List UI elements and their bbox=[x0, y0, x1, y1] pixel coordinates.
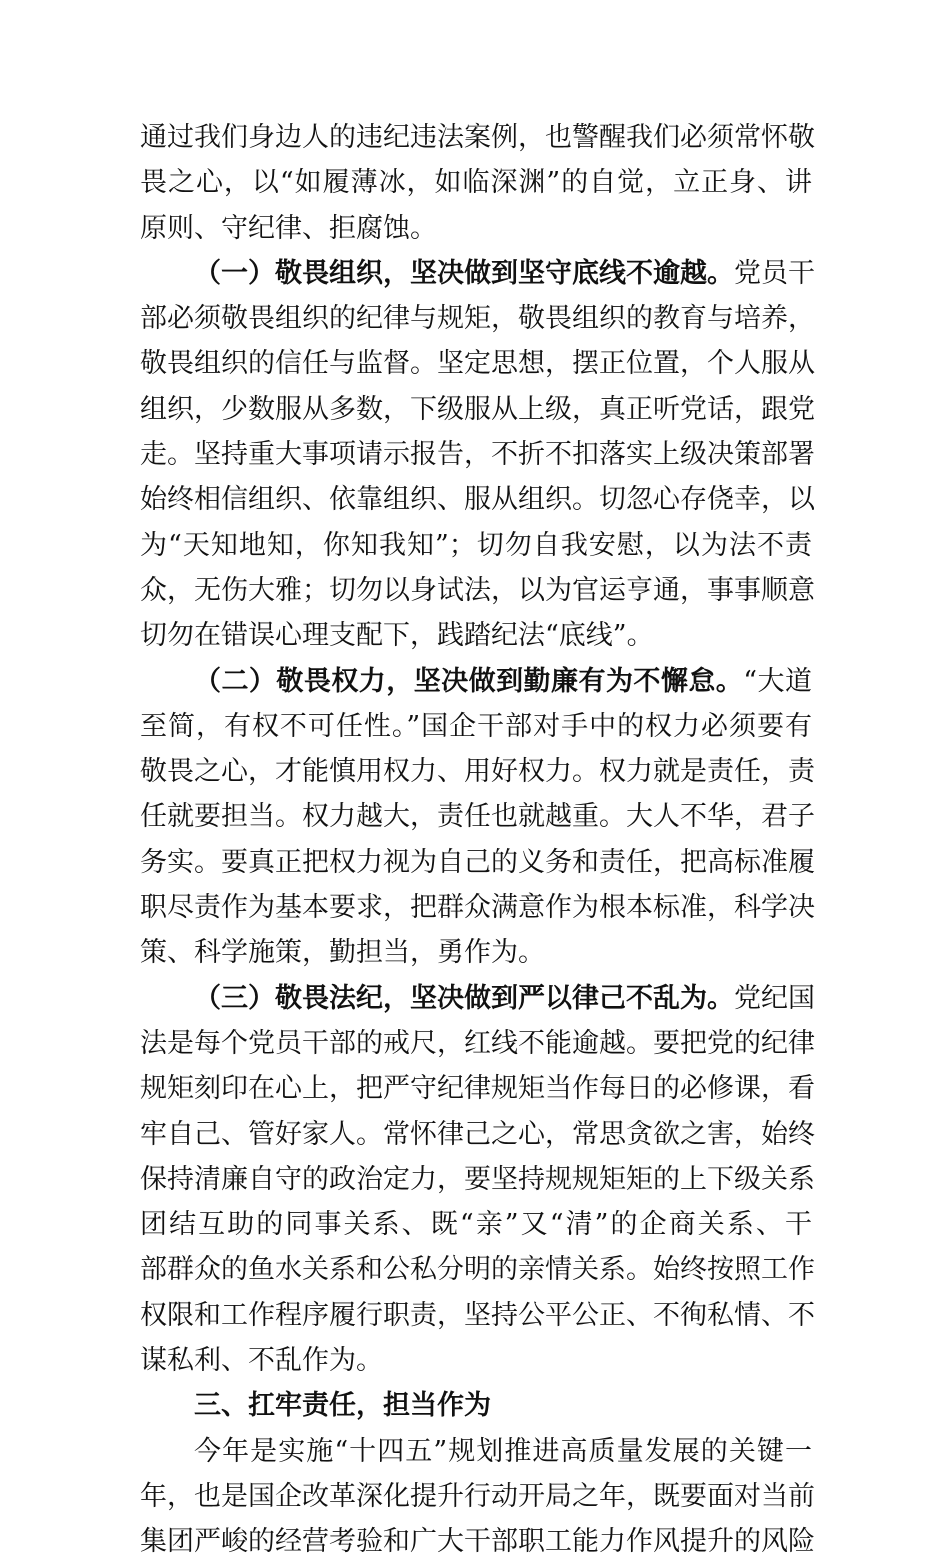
body-text: 今年是实施“十四五”规划推进高质量发展的关键一 bbox=[194, 1435, 812, 1467]
body-text: 党纪国 bbox=[734, 982, 815, 1014]
text-line bbox=[140, 296, 815, 341]
bold-lead-text: 三、扛牢责任，担当作为 bbox=[194, 1390, 491, 1422]
body-text: 为“天知地知，你知我知”；切勿自我安慰，以为法不责 bbox=[140, 529, 812, 561]
document-body bbox=[140, 115, 815, 1565]
body-text: 保持清廉自守的政治定力，要坚持规规矩矩的上下级关系 bbox=[140, 1163, 815, 1195]
text-line bbox=[140, 1021, 815, 1066]
section-heading bbox=[140, 1383, 812, 1428]
body-text: 任就要担当。权力越大，责任也就越重。大人不华，君子 bbox=[140, 801, 815, 833]
body-text: 规矩刻印在心上，把严守纪律规矩当作每日的必修课，看 bbox=[140, 1073, 815, 1105]
text-line bbox=[140, 568, 815, 613]
body-text: 策、科学施策，勤担当，勇作为。 bbox=[140, 937, 545, 969]
body-text: 畏之心，以“如履薄冰，如临深渊”的自觉，立正身、讲 bbox=[140, 167, 812, 199]
body-text: 原则、守纪律、拒腐蚀。 bbox=[140, 212, 437, 244]
text-line bbox=[140, 1519, 815, 1564]
text-line bbox=[140, 1474, 815, 1519]
text-line bbox=[140, 930, 812, 975]
body-text: 集团严峻的经营考验和广大干部职工能力作风提升的风险 bbox=[140, 1526, 815, 1558]
body-text: 牢自己、管好家人。常怀律己之心，常思贪欲之害，始终 bbox=[140, 1118, 815, 1150]
body-text: “大道 bbox=[743, 665, 812, 697]
body-text: 权限和工作程序履行职责，坚持公平公正、不徇私情、不 bbox=[140, 1299, 815, 1331]
text-line bbox=[140, 840, 815, 885]
bold-lead-text: （二）敬畏权力，坚决做到勤廉有为不懈怠。 bbox=[194, 665, 744, 697]
text-line bbox=[140, 115, 815, 160]
body-text: 职尽责作为基本要求，把群众满意作为根本标准，科学决 bbox=[140, 892, 815, 924]
text-line bbox=[140, 1157, 815, 1202]
body-text: 法是每个党员干部的戒尺，红线不能逾越。要把党的纪律 bbox=[140, 1027, 815, 1059]
body-text: 部群众的鱼水关系和公私分明的亲情关系。始终按照工作 bbox=[140, 1254, 815, 1286]
text-line bbox=[140, 1066, 815, 1111]
text-line bbox=[140, 1247, 815, 1292]
text-line bbox=[140, 659, 812, 704]
text-line bbox=[140, 613, 812, 658]
text-line bbox=[140, 1112, 815, 1157]
text-line bbox=[140, 1293, 815, 1338]
body-text: 谋私利、不乱作为。 bbox=[140, 1345, 383, 1377]
body-text: 通过我们身边人的违纪违法案例，也警醒我们必须常怀敬 bbox=[140, 122, 815, 153]
bold-lead-text: （三）敬畏法纪，坚决做到严以律己不乱为。 bbox=[194, 982, 734, 1014]
body-text: 年，也是国企改革深化提升行动开局之年，既要面对当前 bbox=[140, 1480, 815, 1512]
text-line bbox=[140, 432, 815, 477]
body-text: 组织，少数服从多数，下级服从上级，真正听党话，跟党 bbox=[140, 393, 815, 425]
text-line bbox=[140, 477, 815, 522]
text-line bbox=[140, 341, 815, 386]
text-line bbox=[140, 794, 815, 839]
text-line bbox=[140, 206, 812, 251]
body-text: 至简，有权不可任性。”国企干部对手中的权力必须要有 bbox=[140, 710, 812, 742]
body-text: 切勿在错误心理支配下，践踏纪法“底线”。 bbox=[140, 620, 654, 652]
text-line bbox=[140, 976, 815, 1021]
text-line bbox=[140, 1429, 812, 1474]
bold-lead-text: （一）敬畏组织，坚决做到坚守底线不逾越。 bbox=[194, 257, 734, 289]
body-text: 党员干 bbox=[734, 257, 815, 289]
text-line bbox=[140, 1202, 812, 1247]
body-text: 走。坚持重大事项请示报告，不折不扣落实上级决策部署 bbox=[140, 439, 815, 471]
text-line bbox=[140, 1338, 812, 1383]
body-text: 部必须敬畏组织的纪律与规矩，敬畏组织的教育与培养， bbox=[140, 303, 815, 335]
text-line bbox=[140, 160, 812, 205]
text-line bbox=[140, 885, 815, 930]
body-text: 始终相信组织、依靠组织、服从组织。切忽心存侥幸，以 bbox=[140, 484, 815, 516]
body-text: 务实。要真正把权力视为自己的义务和责任，把高标准履 bbox=[140, 846, 815, 878]
text-line bbox=[140, 749, 815, 794]
body-text: 团结互助的同事关系、既“亲”又“清”的企商关系、干 bbox=[140, 1209, 812, 1241]
body-text: 众，无伤大雅；切勿以身试法，以为官运亨通，事事顺意 bbox=[140, 574, 815, 606]
body-text: 敬畏组织的信任与监督。坚定思想，摆正位置，个人服从 bbox=[140, 348, 815, 380]
text-line bbox=[140, 523, 812, 568]
body-text: 敬畏之心，才能慎用权力、用好权力。权力就是责任，责 bbox=[140, 756, 815, 788]
text-line bbox=[140, 251, 815, 296]
text-line bbox=[140, 704, 812, 749]
text-line bbox=[140, 387, 815, 432]
